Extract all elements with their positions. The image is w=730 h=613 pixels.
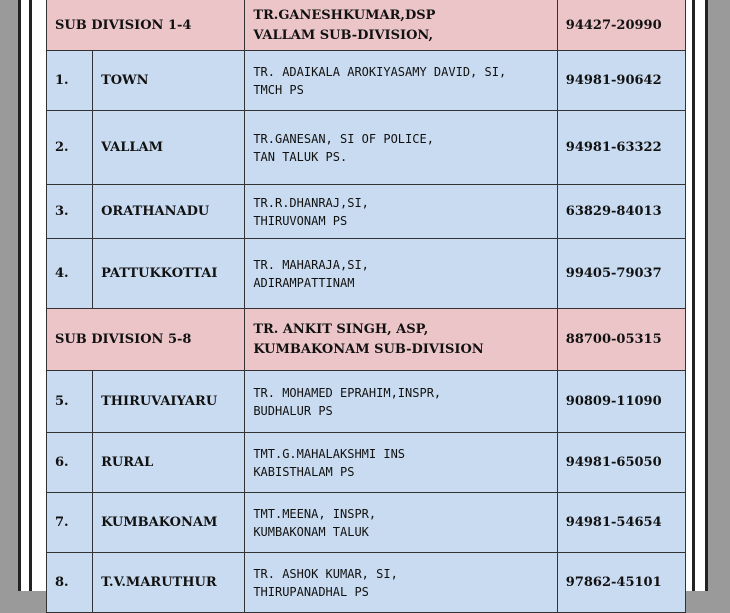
officer-details: TR.GANESAN, SI OF POLICE, TAN TALUK PS. xyxy=(245,111,557,185)
sub-division-phone: 94427-20990 xyxy=(557,0,685,51)
table-row xyxy=(47,553,686,613)
station-name: PATTUKKOTTAI xyxy=(93,239,245,309)
table-row xyxy=(47,493,686,553)
station-name: TOWN xyxy=(93,51,245,111)
table-row xyxy=(47,51,686,111)
page-border-right xyxy=(692,0,708,591)
page-border-left xyxy=(18,0,32,591)
sub-division-label: SUB DIVISION 5-8 xyxy=(47,309,245,371)
sub-division-head: TR. ANKIT SINGH, ASP, KUMBAKONAM SUB-DIVISION xyxy=(245,309,557,371)
station-name: VALLAM xyxy=(93,111,245,185)
officer-details: TR.R.DHANRAJ,SI, THIRUVONAM PS xyxy=(245,185,557,239)
serial-number: 6. xyxy=(47,433,93,493)
sub-division-head: TR.GANESHKUMAR,DSP VALLAM SUB-DIVISION, xyxy=(245,0,557,51)
serial-number: 1. xyxy=(47,51,93,111)
officer-details: TMT.MEENA, INSPR, KUMBAKONAM TALUK xyxy=(245,493,557,553)
officer-details: TR. ADAIKALA AROKIYASAMY DAVID, SI, TMCH PS xyxy=(245,51,557,111)
officer-roster-table xyxy=(46,0,686,613)
sub-division-row xyxy=(47,0,686,51)
sub-division-label: SUB DIVISION 1-4 xyxy=(47,0,245,51)
sub-division-phone: 88700-05315 xyxy=(557,309,685,371)
phone-number: 99405-79037 xyxy=(557,239,685,309)
phone-number: 94981-65050 xyxy=(557,433,685,493)
table-row xyxy=(47,433,686,493)
table-row xyxy=(47,185,686,239)
phone-number: 90809-11090 xyxy=(557,371,685,433)
serial-number: 7. xyxy=(47,493,93,553)
station-name: THIRUVAIYARU xyxy=(93,371,245,433)
officer-details: TR. ASHOK KUMAR, SI, THIRUPANADHAL PS xyxy=(245,553,557,613)
serial-number: 3. xyxy=(47,185,93,239)
officer-details: TR. MAHARAJA,SI, ADIRAMPATTINAM xyxy=(245,239,557,309)
station-name: ORATHANADU xyxy=(93,185,245,239)
phone-number: 63829-84013 xyxy=(557,185,685,239)
phone-number: 94981-90642 xyxy=(557,51,685,111)
phone-number: 97862-45101 xyxy=(557,553,685,613)
serial-number: 5. xyxy=(47,371,93,433)
table-row xyxy=(47,239,686,309)
table-row xyxy=(47,371,686,433)
table-row xyxy=(47,111,686,185)
phone-number: 94981-54654 xyxy=(557,493,685,553)
serial-number: 2. xyxy=(47,111,93,185)
station-name: RURAL xyxy=(93,433,245,493)
officer-details: TR. MOHAMED EPRAHIM,INSPR, BUDHALUR PS xyxy=(245,371,557,433)
officer-details: TMT.G.MAHALAKSHMI INS KABISTHALAM PS xyxy=(245,433,557,493)
station-name: KUMBAKONAM xyxy=(93,493,245,553)
serial-number: 8. xyxy=(47,553,93,613)
sub-division-row xyxy=(47,309,686,371)
phone-number: 94981-63322 xyxy=(557,111,685,185)
station-name: T.V.MARUTHUR xyxy=(93,553,245,613)
serial-number: 4. xyxy=(47,239,93,309)
